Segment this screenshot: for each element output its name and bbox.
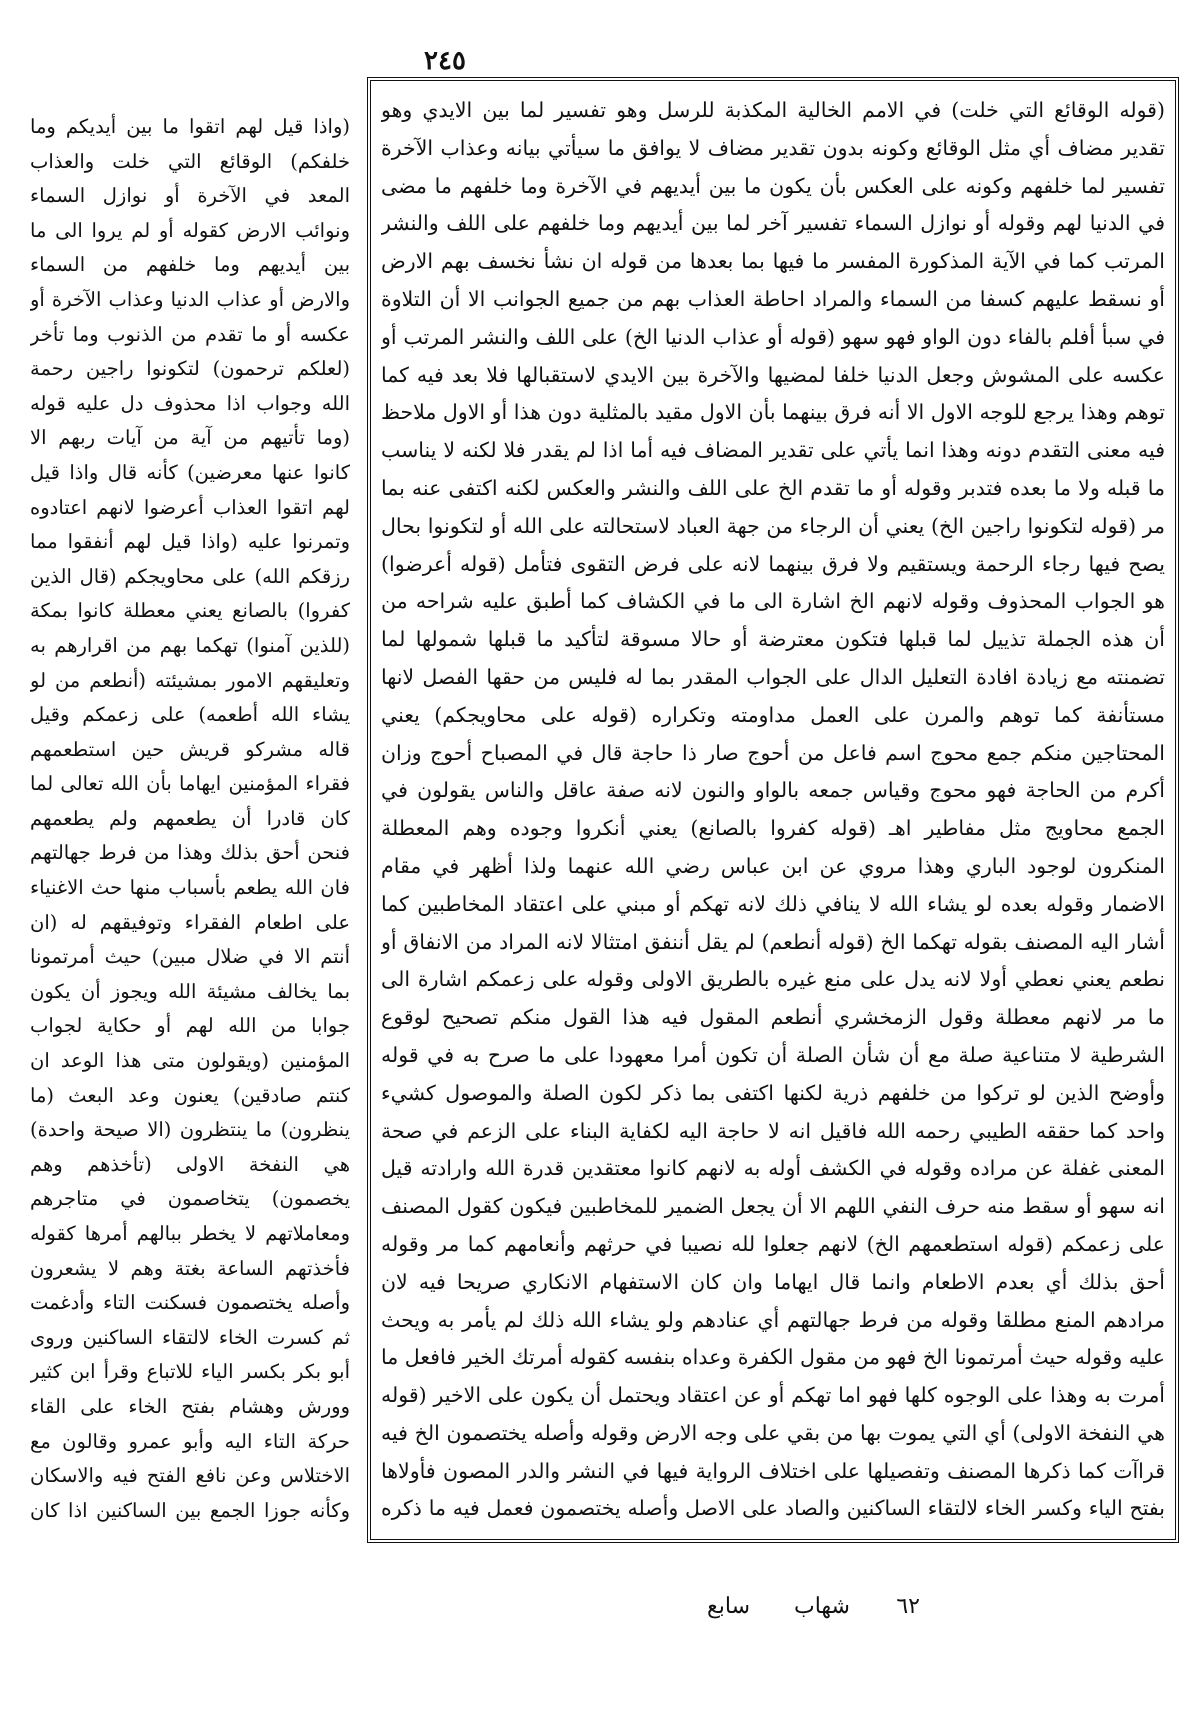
margin-text: (واذا قيل لهم اتقوا ما بين أيديكم وما خلفكم) الوقائع التي خلت والعذاب المعد في الآخرة أو نوازل السماء ونوائب الارض كقوله أو لم يروا الى ما بين أيديهم وما خلفهم من السماء والارض أو عذاب الدنيا وعذاب الآخرة أو عكسه أو ما تقدم من الذنوب وما تأخر (لعلكم ترحمون) لتكونوا راجين رحمة الله وجواب اذا محذوف دل عليه قوله (وما تأتيهم من آية من آيات ربهم الا كانوا عنها معرضين) كأنه قال واذا قيل لهم اتقوا العذاب أعرضوا لانهم اعتادوه وتمرنوا عليه (واذا قيل لهم أنفقوا مما رزقكم الله) على محاويجكم (قال الذين كفروا) بالصانع يعني معطلة كانوا بمكة (للذين آمنوا) تهكما بهم من اقرارهم به وتعليقهم الامور بمشيئته (أنطعم من لو يشاء الله أطعمه) على زعمكم وقيل قاله مشركو قريش حين استطعمهم فقراء المؤمنين ايهاما بأن الله تعالى لما كان قادرا أن يطعمهم ولم يطعمهم فنحن أحق بذلك وهذا من فرط جهالتهم فان الله يطعم بأسباب منها حث الاغنياء على اطعام الفقراء وتوفيقهم له (ان أنتم الا في ضلال مبين) حيث أمرتمونا بما يخالف مشيئة الله ويجوز أن يكون جوابا من الله لهم أو حكاية لجواب المؤمنين (ويقولون متى هذا الوعد ان كنتم صادقين) يعنون وعد البعث (ما ينظرون) ما ينتظرون (الا صيحة واحدة) هي النفخة الاولى (تأخذهم وهم يخصمون) يتخاصمون في متاجرهم ومعاملاتهم لا يخطر ببالهم أمرها كقوله فأخذتهم الساعة بغتة وهم لا يشعرون وأصله يختصمون فسكنت التاء وأدغمت ثم كسرت الخاء لالتقاء الساكنين وروى أبو بكر بكسر الياء للاتباع وقرأ ابن كثير وورش وهشام بفتح الخاء على القاء حركة التاء اليه وأبو عمرو وقالون مع الاختلاس وعن نافع الفتح فيه والاسكان وكأنه جوزا الجمع بين الساكنين اذا كان — [30, 115, 350, 1522]
page-number: ٢٤٥ — [424, 46, 466, 76]
volume-label: سابع — [707, 1594, 750, 1619]
signature-number: ٦٢ — [896, 1594, 920, 1619]
book-name: شهاب — [794, 1594, 850, 1619]
margin-text-column — [30, 110, 350, 1530]
page-footer — [560, 1594, 920, 1630]
main-commentary-text: (قوله الوقائع التي خلت) في الامم الخالية المكذبة للرسل وهو تفسير لما بين الايدي وهو تقدير مضاف أي مثل الوقائع وكونه بدون تقدير مضاف لا يوافق ما سيأتي بيانه وعذاب الآخرة تفسير لما خلفهم وكونه على العكس بأن يكون ما بين أيديهم في الآخرة وما خلفهم ما مضى في الدنيا لهم وقوله أو نوازل السماء تفسير آخر لما بين أيديهم وما خلفهم على اللف والنشر المرتب كما في الآية المذكورة المفسر ما فيها بما بعدها من قوله ان نشأ نخسف بهم الارض أو نسقط عليهم كسفا من السماء والمراد احاطة العذاب بهم من جميع الجوانب الا أن التلاوة في سبأ أفلم بالفاء دون الواو فهو سهو (قوله أو عذاب الدنيا الخ) على اللف والنشر المرتب أو عكسه على المشوش وجعل الدنيا خلفا لمضيها والآخرة بين الايدي لاستقبالها فلا بعد فيه كما توهم وهذا يرجع للوجه الاول الا أنه فرق بينهما بأن الاول مقيد بالمثلية دون هذا أو الاول ملاحظ فيه معنى التقدم دونه وهذا انما يأتي على تقدير المضاف فيه أما اذا لم يقدر فلا لكنه لا يناسب ما قبله ولا ما بعده فتدبر وقوله أو ما تقدم الخ على اللف والنشر والعكس لكنه اكتفى عنه بما مر (قوله لتكونوا راجين الخ) يعني أن الرجاء من جهة العباد لاستحالته على الله أو لتكونوا بحال يصح فيها رجاء الرحمة ويستقيم ولا فرق بينهما لانه على فرض التقوى فتأمل (قوله أعرضوا) هو الجواب المحذوف وقوله لانهم الخ اشارة الى ما في الكشاف كما أطبق عليه شراحه من أن هذه الجملة تذييل لما قبلها فتكون معترضة أو حالا مسوقة لتأكيد ما قبلها شمولها لما تضمنته مع زيادة افادة التعليل الدال على الجواب المقدر بما له فليس من حقها الفصل لانها مستأنفة كما توهم والمرن على العمل مداومته وتكراره (قوله على محاويجكم) يعني المحتاجين منكم جمع محوج اسم فاعل من أحوج صار ذا حاجة قال في المصباح أحوج وزان أكرم من الحاجة فهو محوج وقياس جمعه بالواو والنون لانه صفة عاقل والناس يقولون في الجمع محاويج مثل مفاطير اهـ (قوله كفروا بالصانع) يعني أنكروا وجوده وهم المعطلة المنكرون لوجود الباري وهذا مروي عن ابن عباس رضي الله عنهما ولذا أظهر في مقام الاضمار وقوله بعده لو يشاء الله لا ينافي ذلك لانه تهكم أو مبني على اعتقاد المخاطبين كما أشار اليه المصنف بقوله تهكما الخ (قوله أنطعم) لم يقل أننفق امتثالا لانه المراد من الانفاق أو نطعم يعني نعطي أولا لانه يدل على منع غيره بالطريق الاولى وقوله على زعمكم اشارة الى ما مر لانهم معطلة وقول الزمخشري أنطعم المقول فيه هذا القول منكم تصحيح لوقوع الشرطية لا متناعية صلة مع أن شأن الصلة أن تكون أمرا معهودا على ما صرح به في قوله وأوضح الذين لو تركوا من خلفهم ذرية لكنها اكتفى بما ذكر لكون الصلة والموصول كشيء واحد كما حققه الطيبي رحمه الله فاقيل انه لا حاجة اليه لكفاية البناء على الزعم في صحة المعنى غفلة عن مراده وقوله في الكشف أوله به لانهم كانوا معتقدين قدرة الله وارادته قيل انه سهو أو سقط منه حرف النفي اللهم الا أن يجعل الضمير للمخاطبين فيكون كقول المصنف على زعمكم (قوله استطعمهم الخ) لانهم جعلوا لله نصيبا في حرثهم وأنعامهم كما مر وقوله أحق بذلك أي بعدم الاطعام وانما قال ايهاما وان كان الاستفهام الانكاري صريحا فيه لان مرادهم المنع مطلقا وقوله من فرط جهالتهم أي عنادهم ولو يشاء الله ذلك لم يأمر به ويحث عليه وقوله حيث أمرتمونا الخ فهو من مقول الكفرة وعداه بنفسه كقوله أمرتك الخير فافعل ما أمرت به وهذا على الوجوه كلها فهو اما تهكم أو عن اعتقاد ويحتمل أن يكون على الاخير (قوله هي النفخة الاولى) أي التي يموت بها من بقي على وجه الارض وقوله وأصله يختصمون الخ فيه قراآت كما ذكرها المصنف وتفصيلها على اختلاف الرواية فيها في النشر والدر المصون فأولاها بفتح الياء وكسر الخاء لالتقاء الساكنين والصاد على الاصل وأصله يختصمون فعمل فيه ما ذكره — [381, 98, 1165, 1521]
main-commentary-column — [381, 92, 1165, 1532]
